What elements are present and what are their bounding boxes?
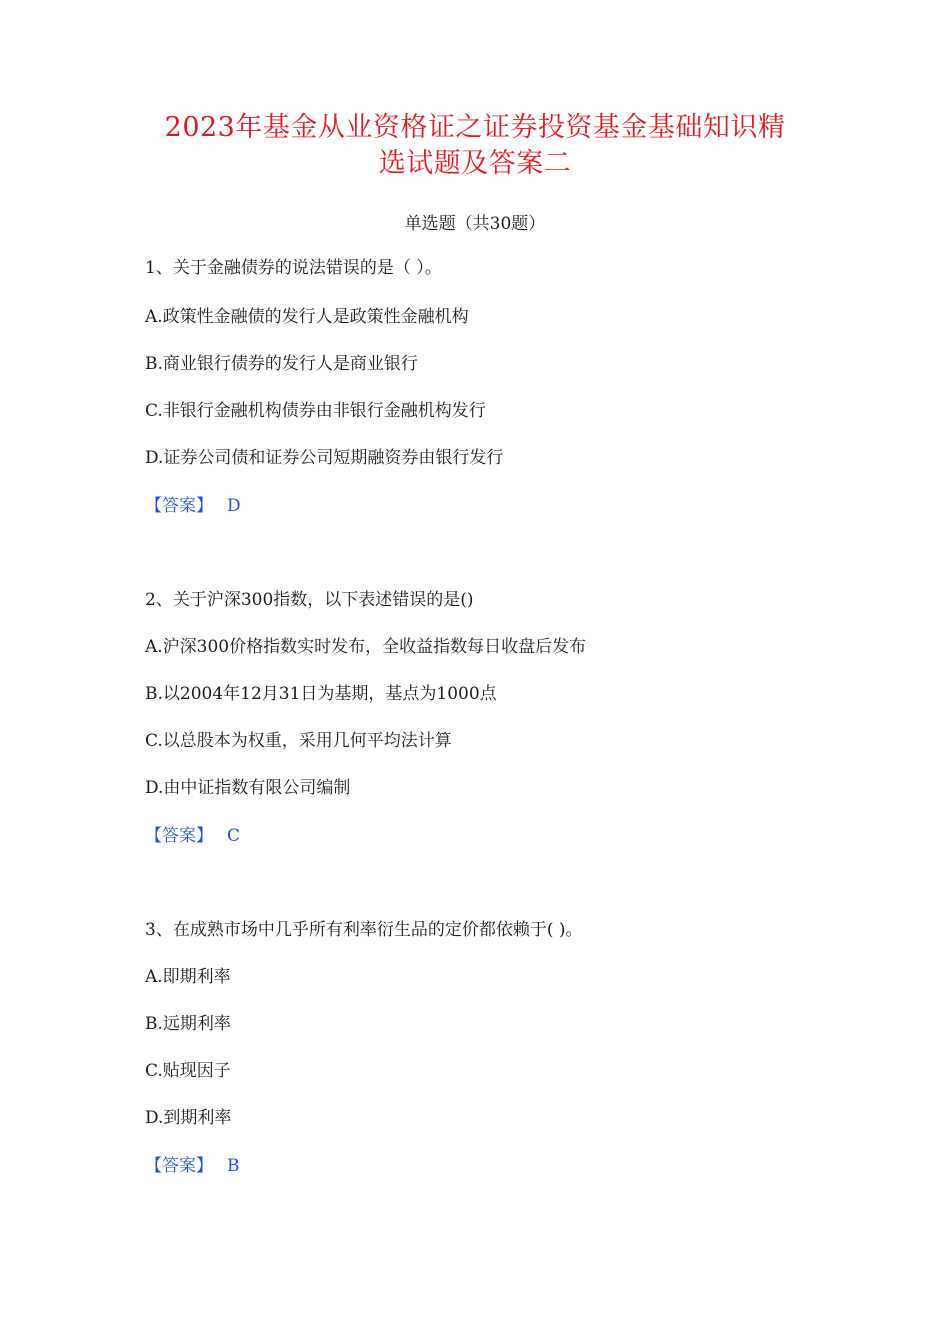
question-2-stem: 2、关于沪深300指数，以下表述错误的是() <box>145 590 474 610</box>
question-2-option-a: A.沪深300价格指数实时发布，全收益指数每日收盘后发布 <box>145 637 587 657</box>
answer-value: B <box>227 1156 240 1176</box>
document-title-line-1: 2023年基金从业资格证之证券投资基金基础知识精 <box>164 112 786 143</box>
answer-label: 【答案】 <box>145 826 213 846</box>
answer-label: 【答案】 <box>145 496 213 516</box>
question-2-answer <box>145 824 240 848</box>
answer-value: C <box>227 826 241 846</box>
question-1-option-a: A.政策性金融债的发行人是政策性金融机构 <box>145 307 469 327</box>
document-title-line-2: 选试题及答案二 <box>378 148 572 179</box>
question-2-option-c: C.以总股本为权重，采用几何平均法计算 <box>145 731 452 751</box>
question-1-option-d: D.证券公司债和证券公司短期融资券由银行发行 <box>145 448 504 468</box>
question-2-option-b: B.以2004年12月31日为基期，基点为1000点 <box>145 684 497 704</box>
answer-label: 【答案】 <box>145 1156 213 1176</box>
question-3-answer <box>145 1154 240 1178</box>
answer-value: D <box>227 496 241 516</box>
question-1-option-b: B.商业银行债券的发行人是商业银行 <box>145 354 418 374</box>
question-1-answer <box>145 494 241 518</box>
question-3-stem: 3、在成熟市场中几乎所有利率衍生品的定价都依赖于( )。 <box>145 920 583 940</box>
question-3-option-d: D.到期利率 <box>145 1108 232 1128</box>
question-2-option-d: D.由中证指数有限公司编制 <box>145 778 351 798</box>
question-3-option-c: C.贴现因子 <box>145 1061 231 1081</box>
question-1-stem: 1、关于金融债券的说法错误的是（ ）。 <box>145 258 442 278</box>
question-1-option-c: C.非银行金融机构债券由非银行金融机构发行 <box>145 401 486 421</box>
question-3-option-b: B.远期利率 <box>145 1014 231 1034</box>
section-heading: 单选题（共30题） <box>404 214 546 234</box>
question-3-option-a: A.即期利率 <box>145 967 231 987</box>
